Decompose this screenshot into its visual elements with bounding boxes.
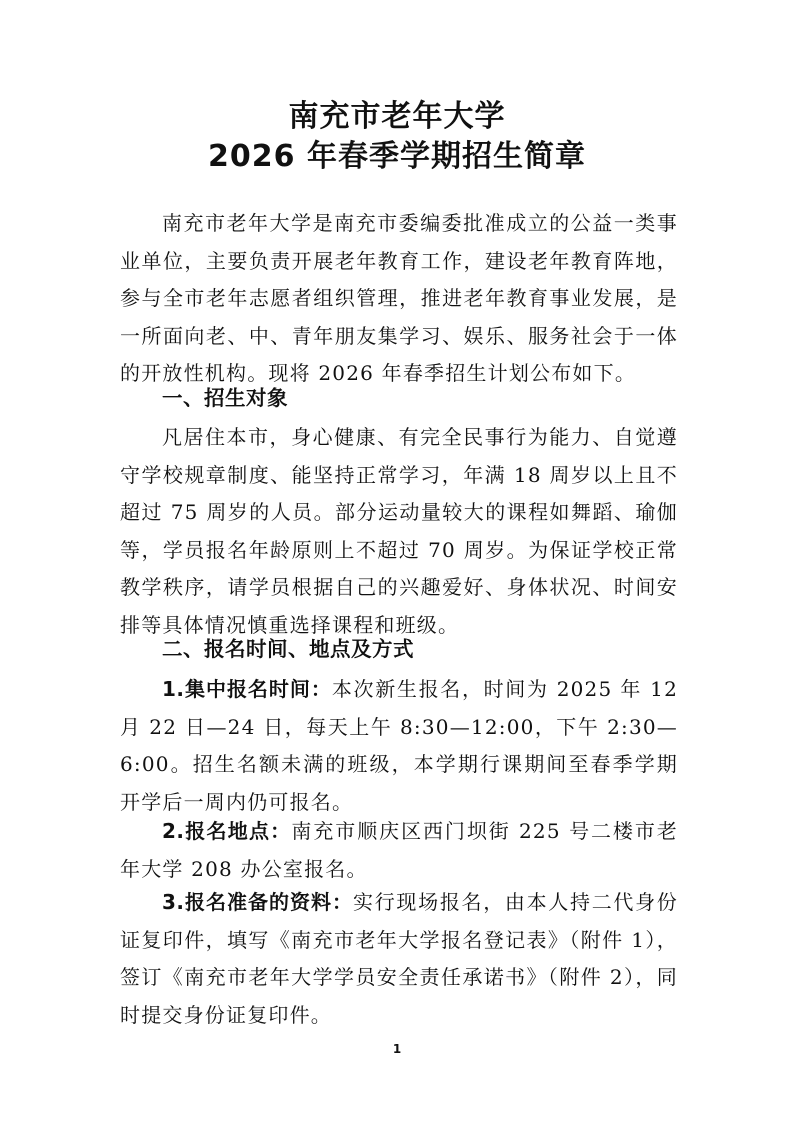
registration-time-label: 1.集中报名时间： [162,677,332,701]
document-title-line2: 2026 年春季学期招生简章 [208,139,586,174]
registration-place-text: 南充市顺庆区西门坝街 225 号二楼市老年大学 208 办公室报名。 [120,819,678,881]
registration-place-paragraph [120,813,678,888]
intro-paragraph: 南充市老年大学是南充市委编委批准成立的公益一类事业单位，主要负责开展老年教育工作，建设老年教育阵地，参与全市老年志愿者组织管理，推进老年教育事业发展，是一所面向老、中、青年朋友集学习、娱乐、服务社会于一体的开放性机构。现将 2026 年春季招生计划公布如下。 [120,211,678,386]
document-title-line1: 南充市老年大学 [288,99,506,134]
registration-materials-text: 实行现场报名，由本人持二代身份证复印件，填写《南充市老年大学报名登记表》（附件 1），签订《南充市老年大学学员安全责任承诺书》（附件 2），同时提交身份证复印件。 [120,890,679,1027]
registration-time-text: 本次新生报名，时间为 2025 年 12 月 22 日—24 日，每天上午 8:30—12:00，下午 2:30—6:00。招生名额未满的班级，本学期行课期间至春季学期开学后一周内仍可报名。 [120,677,679,814]
registration-materials-label: 3.报名准备的资料： [162,890,354,914]
registration-time-paragraph [120,671,678,821]
registration-place-label: 2.报名地点： [162,819,292,843]
registration-materials-paragraph [120,884,678,1034]
section1-heading: 一、招生对象 [162,386,288,410]
section1-paragraph: 凡居住本市，身心健康、有完全民事行为能力、自觉遵守学校规章制度、能坚持正常学习，年满 18 周岁以上且不超过 75 周岁的人员。部分运动量较大的课程如舞蹈、瑜伽等，学员报名年龄原则上不超过 70 周岁。为保证学校正常教学秩序，请学员根据自己的兴趣爱好、身体状况、时间安排等具体情况慎重选择课程和班级。 [120,425,678,637]
section2-heading: 二、报名时间、地点及方式 [162,637,414,661]
page-number: 1 [392,1042,402,1056]
